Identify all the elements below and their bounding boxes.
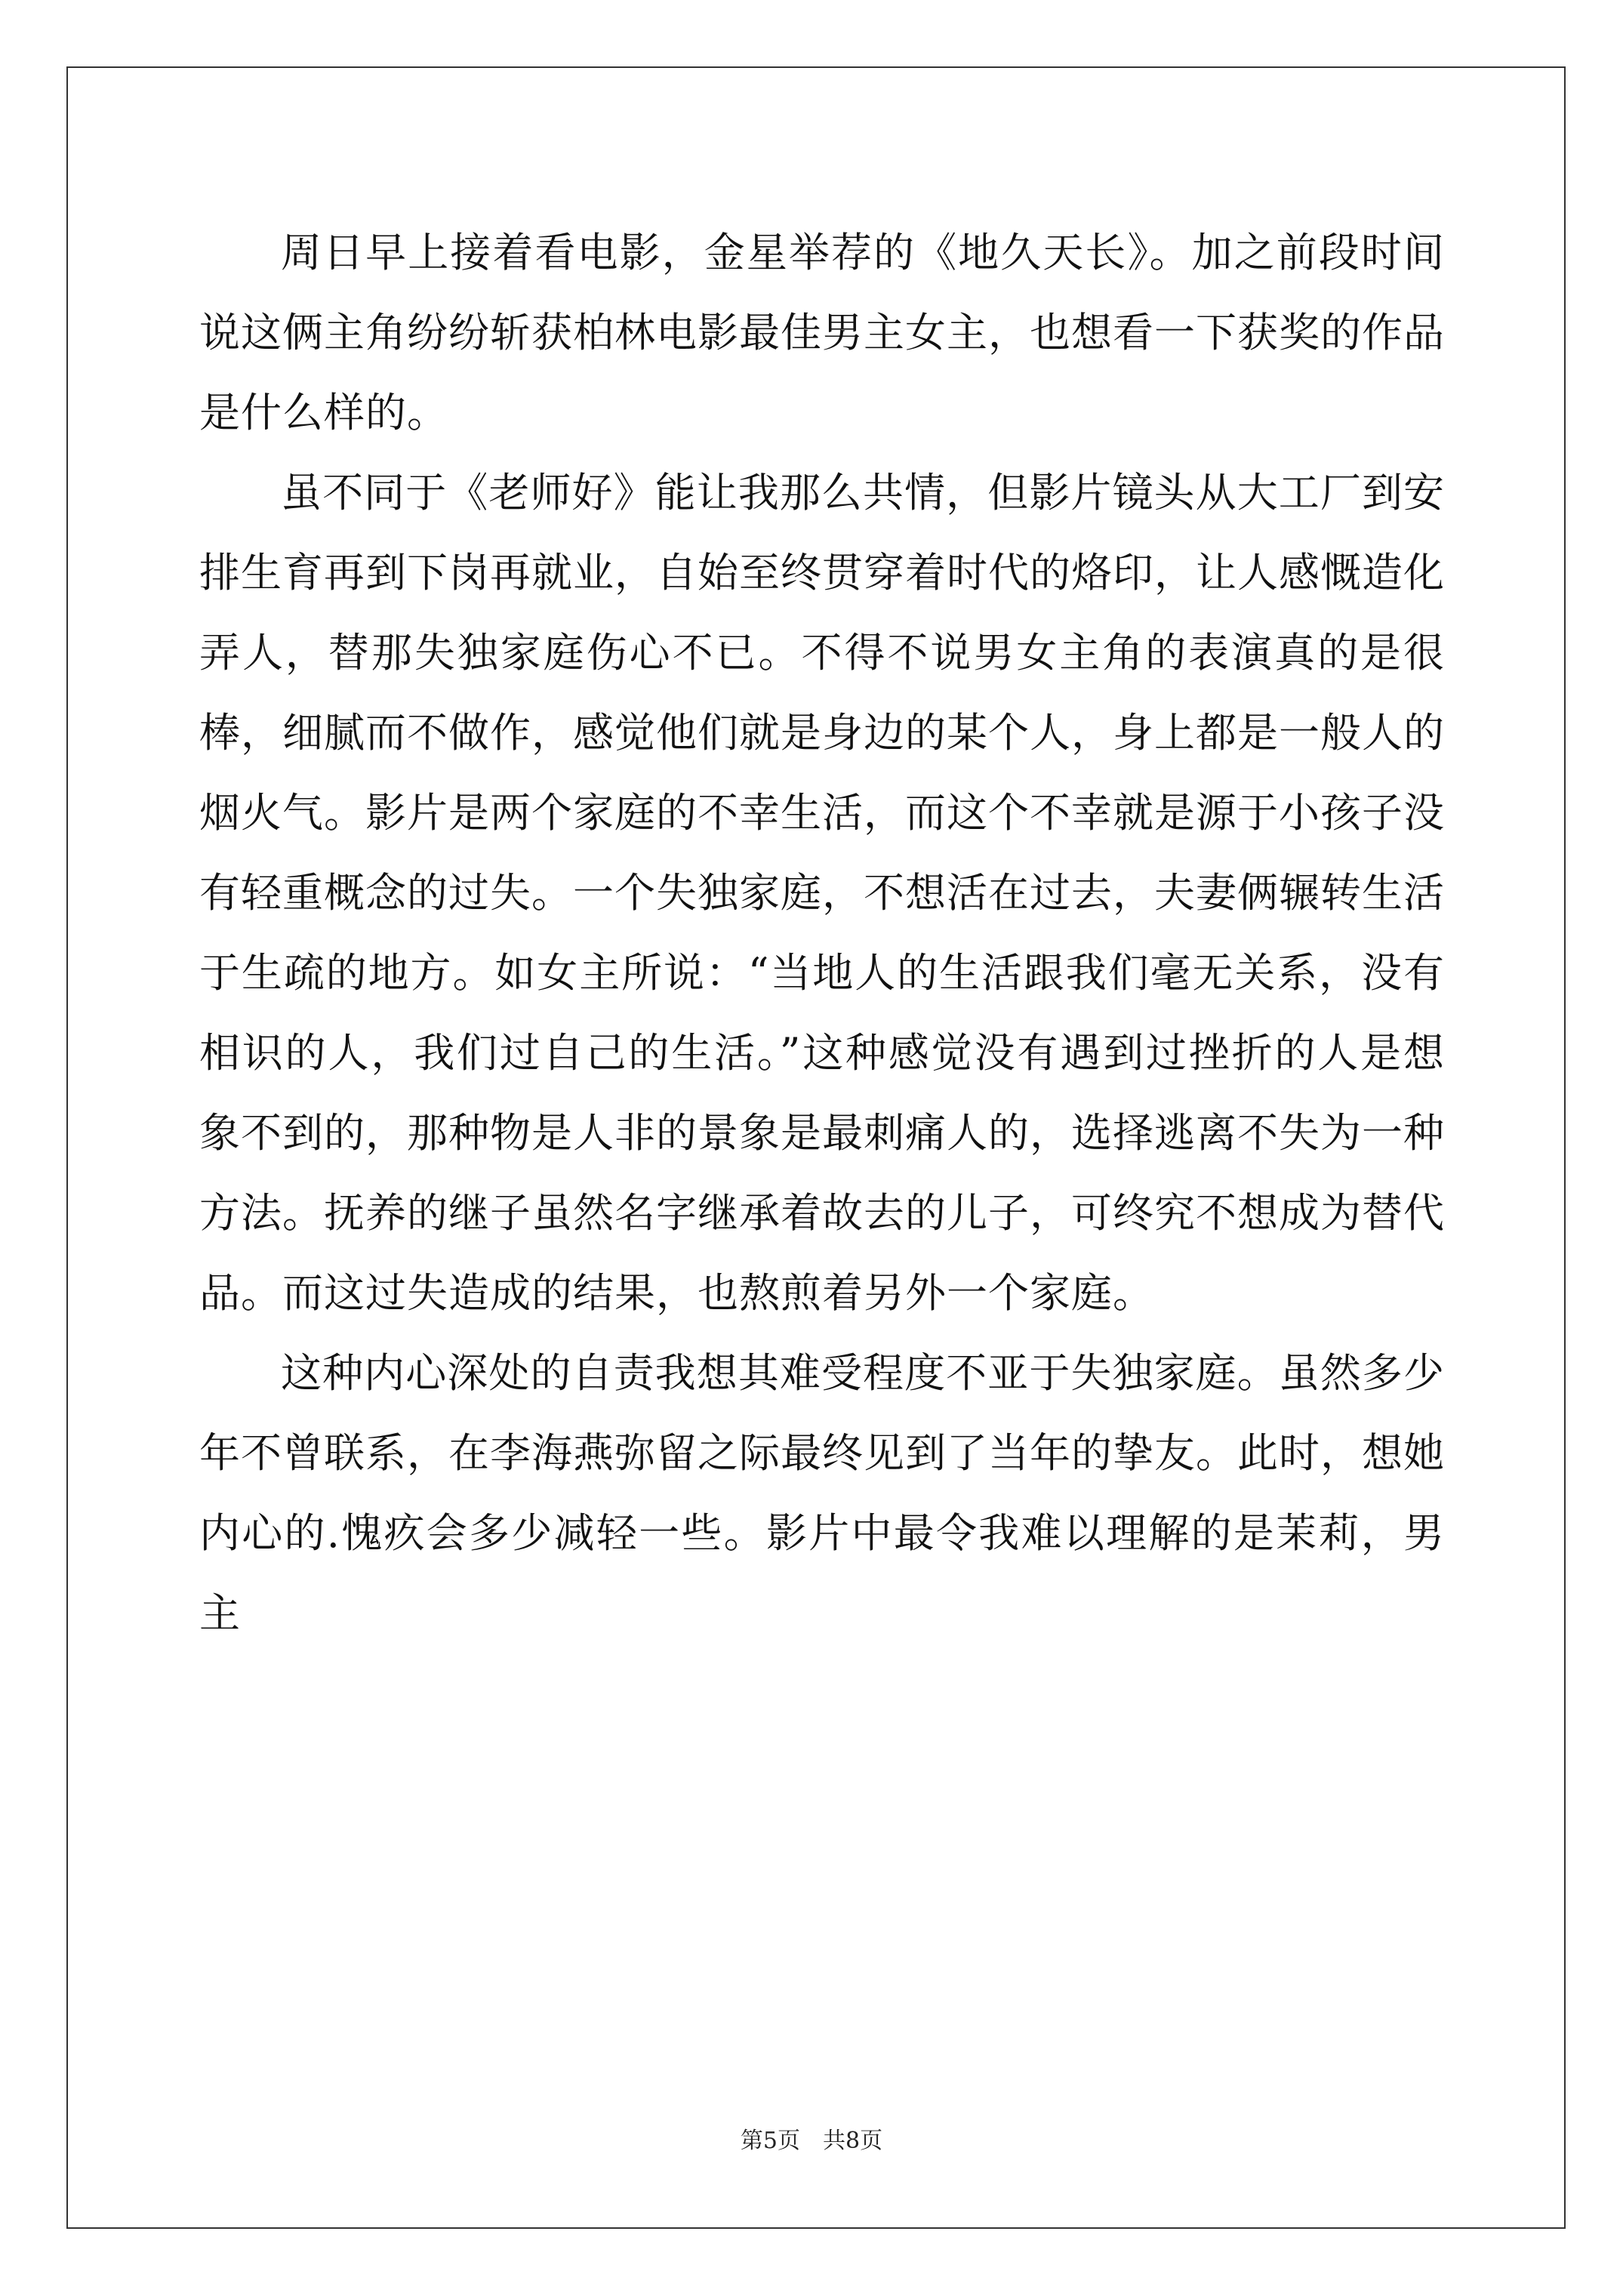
paragraph-3: 这种内心深处的自责我想其难受程度不亚于失独家庭。虽然多少年不曾联系，在李海燕弥留之际最终见到了当年的挚友。此时，想她内心的.愧疚会多少减轻一些。影片中最令我难以理解的是茉莉，男主 [199, 1349, 1445, 1637]
document-body [199, 213, 1445, 1653]
paragraph-2: 虽不同于《老师好》能让我那么共情，但影片镜头从大工厂到安排生育再到下岗再就业，自始至终贯穿着时代的烙印，让人感慨造化弄人，替那失独家庭伤心不已。不得不说男女主角的表演真的是很棒，细腻而不做作，感觉他们就是身边的某个人，身上都是一般人的烟火气。影片是两个家庭的不幸生活，而这个不幸就是源于小孩子没有轻重概念的过失。一个失独家庭，不想活在过去，夫妻俩辗转生活于生疏的地方。如女主所说：“当地人的生活跟我们毫无关系，没有相识的人，我们过自己的生活。”这种感觉没有遇到过挫折的人是想象不到的，那种物是人非的景象是最刺痛人的，选择逃离不失为一种方法。抚养的继子虽然名字继承着故去的儿子，可终究不想成为替代品。而这过失造成的结果，也熬煎着另外一个家庭。 [199, 469, 1445, 1317]
page-number-footer: 第5页 共8页 [740, 2128, 883, 2154]
paragraph-1: 周日早上接着看电影，金星举荐的《地久天长》。加之前段时间说这俩主角纷纷斩获柏林电影最佳男主女主，也想看一下获奖的作品是什么样的。 [199, 229, 1445, 436]
